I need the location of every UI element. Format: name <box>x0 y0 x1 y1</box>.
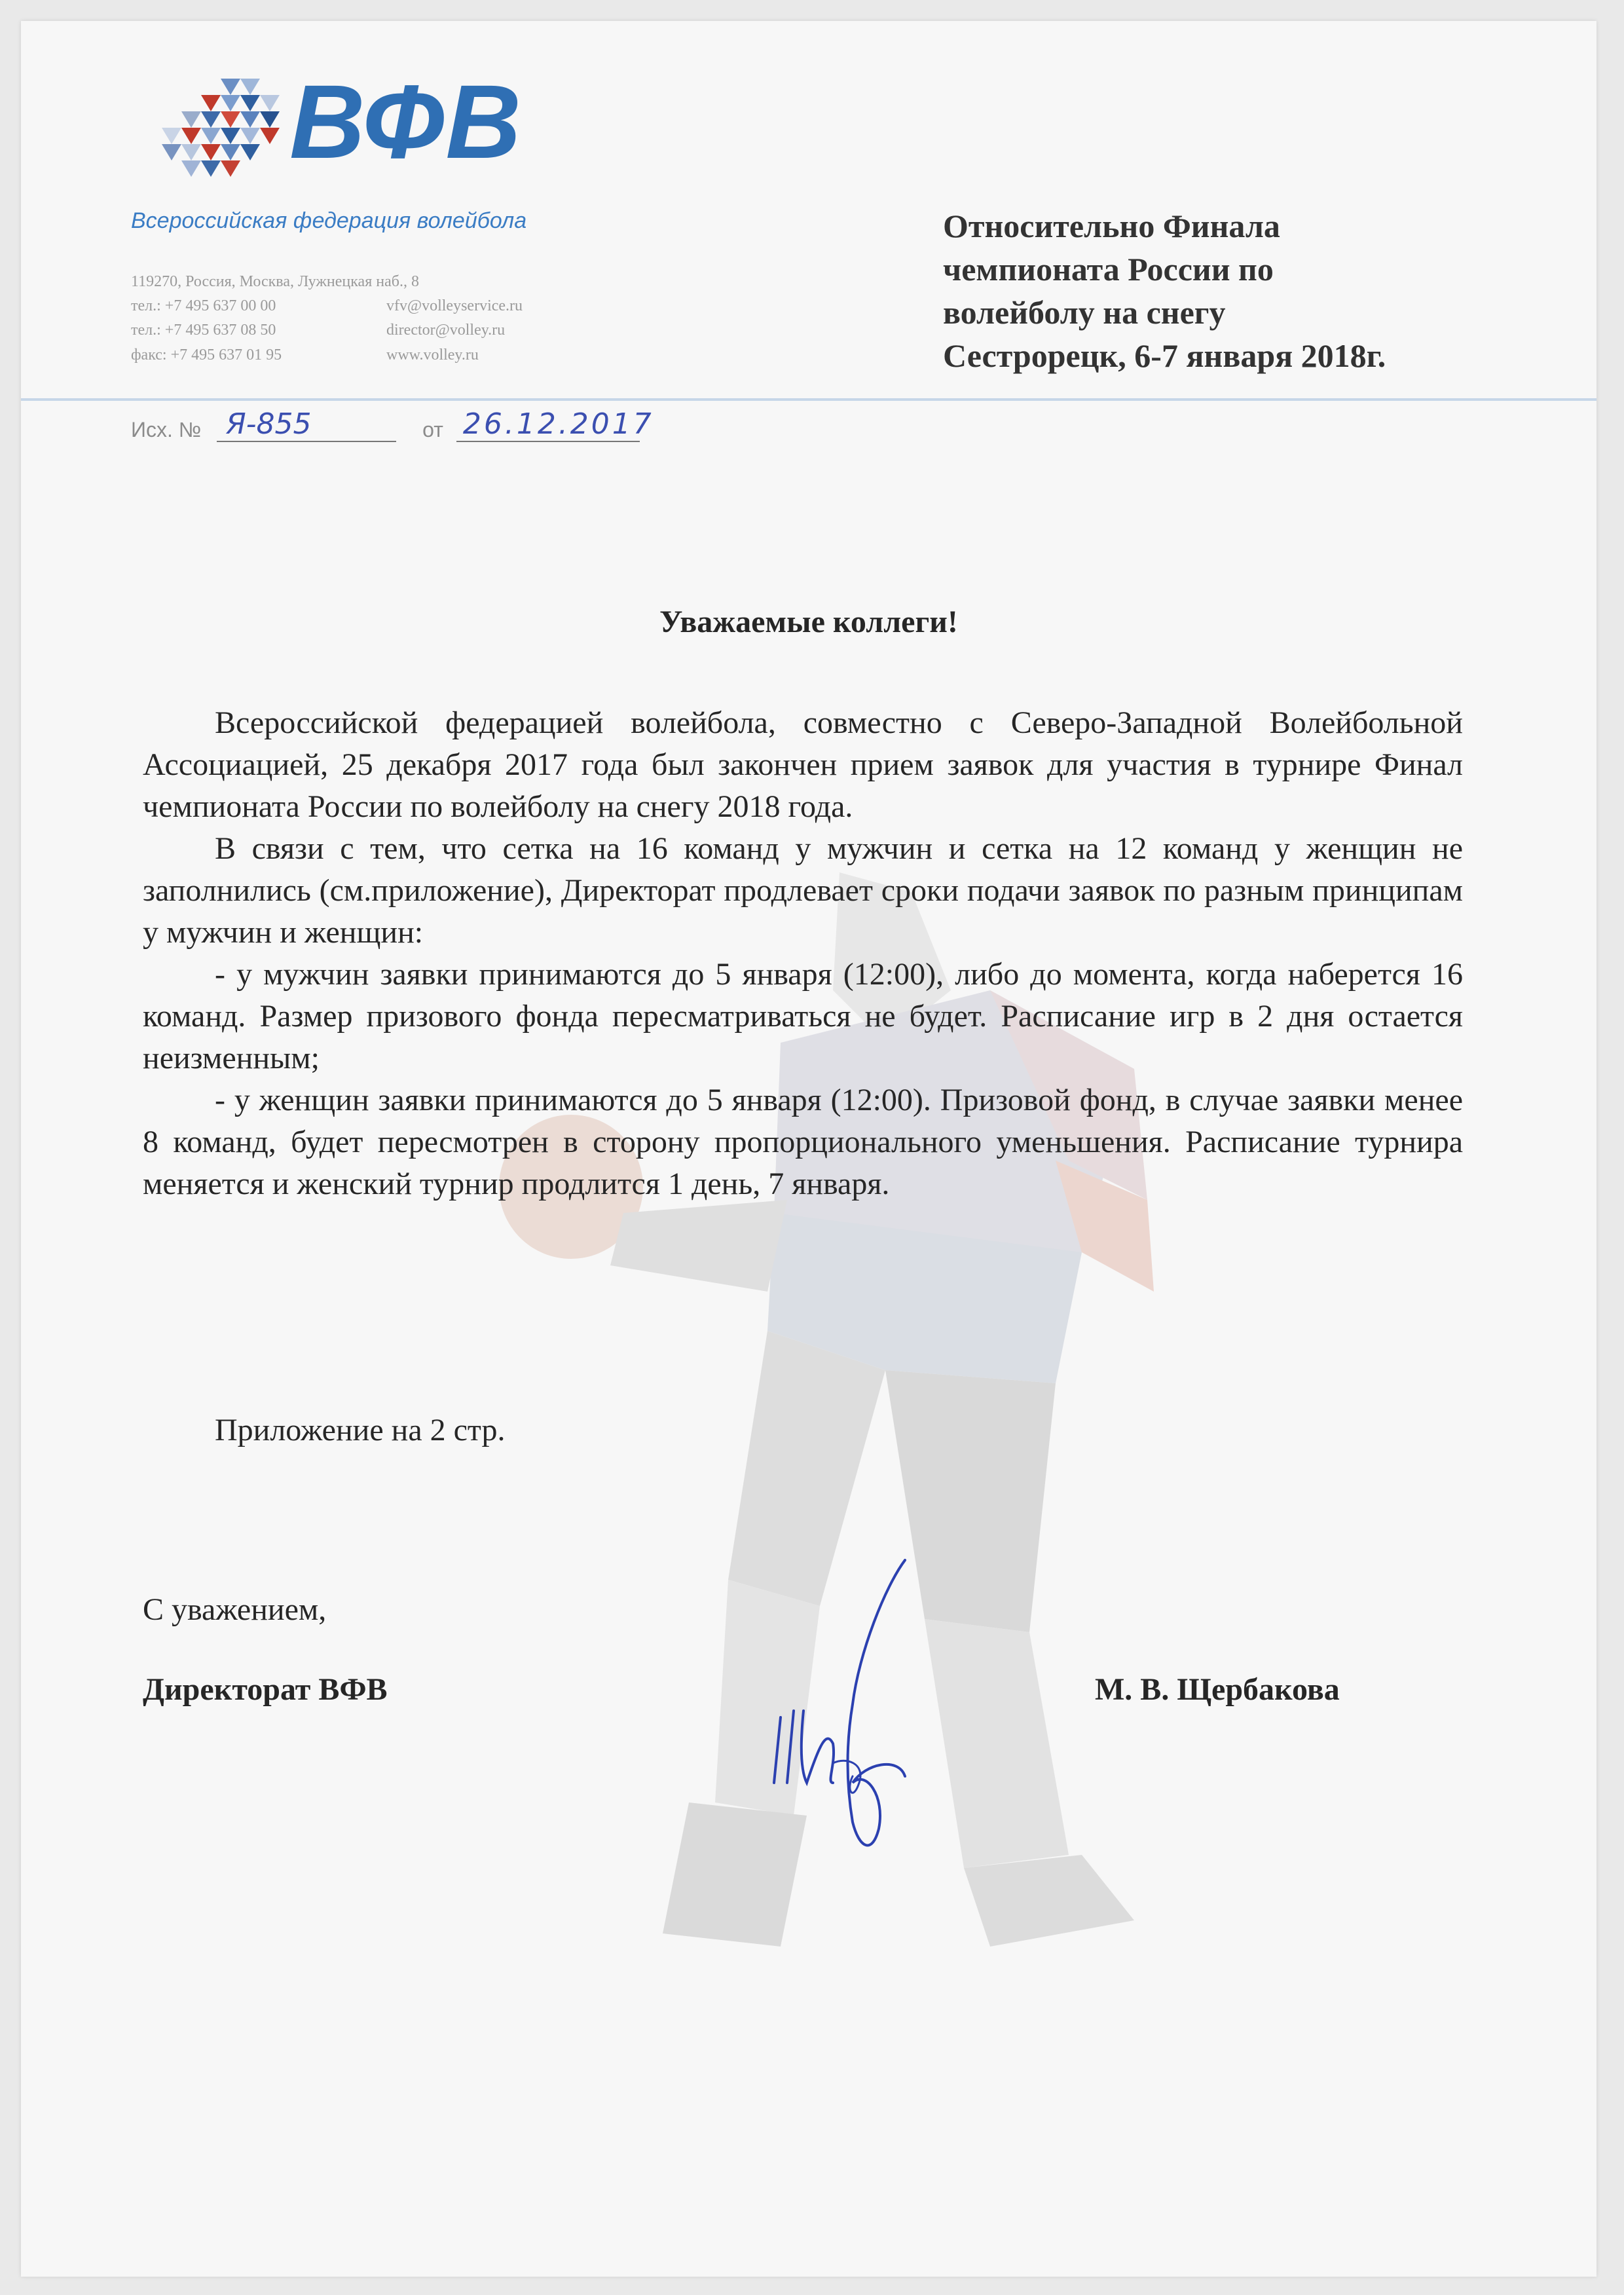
ref-label: Исх. № <box>131 418 202 441</box>
email-1: vfv@volleyservice.ru <box>386 297 523 315</box>
ref-number: Я-855 <box>217 407 396 442</box>
department: Директорат ВФВ <box>143 1672 388 1707</box>
website: www.volley.ru <box>386 346 479 364</box>
contact-row <box>131 343 523 367</box>
letterhead-divider <box>21 398 1596 401</box>
contact-row <box>131 294 523 318</box>
phone-2: тел.: +7 495 637 08 50 <box>131 322 276 339</box>
subject-line: чемпионата России по <box>943 251 1274 288</box>
closing: С уважением, <box>143 1592 327 1627</box>
federation-subtitle: Всероссийская федерация волейбола <box>131 208 527 233</box>
paragraph: - у женщин заявки принимаются до 5 января (12:00). Призовой фонд, в случае заявки менее 8 команд, будет пересмотрен в сторону пропорционального уменьшения. Расписание турнира меняется и женский турнир продлится 1 день, 7 января. <box>143 1083 1463 1201</box>
reference-line <box>131 407 654 442</box>
paragraph: В связи с тем, что сетка на 16 команд у мужчин и сетка на 12 команд у женщин не заполнились (см.приложение), Директорат продлевает сроки подачи заявок по разным принципам у мужчин и женщин: <box>143 831 1463 950</box>
subject-line: Сестрорецк, 6-7 января 2018г. <box>943 337 1386 374</box>
greeting: Уважаемые коллеги! <box>659 605 958 639</box>
ref-date-label: от <box>422 418 443 441</box>
contact-row <box>131 318 523 343</box>
fax: факс: +7 495 637 01 95 <box>131 346 282 364</box>
vfv-logo-text: ВФВ <box>289 63 523 180</box>
letter-page <box>21 21 1596 2277</box>
signer-name: М. В. Щербакова <box>1095 1672 1340 1707</box>
paragraph: - у мужчин заявки принимаются до 5 января (12:00), либо до момента, когда наберется 16 команд. Размер призового фонда пересматриваться не будет. Расписание игр в 2 дня остается неизменным; <box>143 957 1463 1075</box>
subject-block <box>943 204 1532 377</box>
letter-body <box>143 702 1463 1205</box>
email-2: director@volley.ru <box>386 322 506 339</box>
address: 119270, Россия, Москва, Лужнецкая наб., 8 <box>131 273 419 290</box>
subject-line: Относительно Финала <box>943 208 1280 244</box>
ref-date: 26.12.2017 <box>456 407 640 442</box>
vfv-logo-mosaic-icon <box>142 79 293 177</box>
contact-block <box>131 270 523 367</box>
paragraph: Всероссийской федерацией волейбола, совместно с Северо-Западной Волейбольной Ассоциацией, 25 декабря 2017 года был закончен прием заявок для участия в турнире Финал чемпионата России по волейболу на снегу 2018 года. <box>143 705 1463 824</box>
subject-line: волейболу на снегу <box>943 294 1226 331</box>
handwritten-signature-icon <box>754 1547 951 1861</box>
attachment-note: Приложение на 2 стр. <box>215 1413 506 1447</box>
phone-1: тел.: +7 495 637 00 00 <box>131 297 276 315</box>
